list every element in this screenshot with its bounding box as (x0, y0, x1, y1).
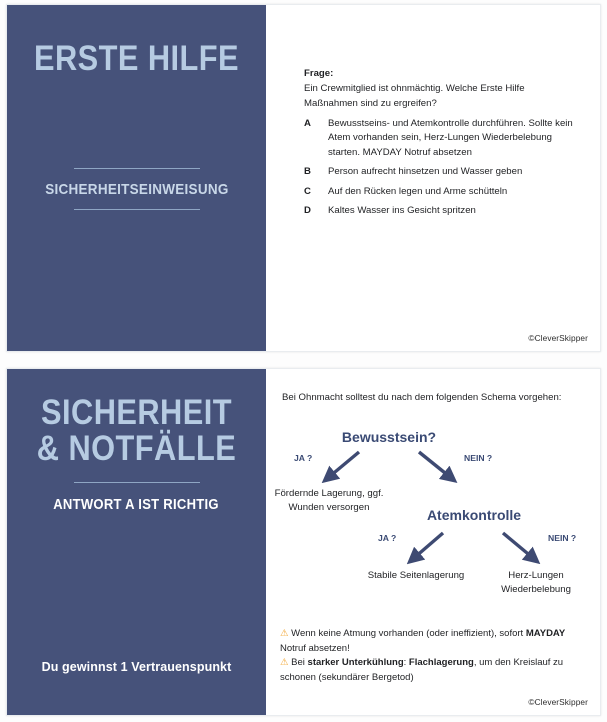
explanation-intro: Bei Ohnmacht solltest du nach dem folgenden Schema vorgehen: (282, 392, 562, 403)
arrow-consciousness-no (419, 452, 450, 477)
title-divider-top (74, 168, 200, 169)
warning-note-1-bold: MAYDAY (525, 628, 566, 639)
answer-card-copyright: ©CleverSkipper (528, 697, 588, 707)
question-card-copyright: ©CleverSkipper (528, 333, 588, 343)
arrow-breathing-yes (414, 533, 443, 558)
question-text: Ein Crewmitglied ist ohnmächtig. Welche Erste Hilfe Maßnahmen sind zu ergreifen? (304, 83, 525, 109)
warning-notes (280, 627, 580, 686)
warning-note-2-part1: Bei (288, 657, 308, 669)
leaf-recovery-position: Stabile Seitenlagerung (367, 570, 465, 581)
leaf-cpr: Herz-Lungen Wiederbelebung (501, 570, 571, 596)
answer-title-divider (74, 482, 200, 483)
title-divider-bottom (74, 209, 200, 210)
answer-text-b: Person aufrecht hinsetzen und Wasser geben (328, 166, 523, 178)
answer-card-title: SICHERHEIT & NOTFÄLLE (36, 393, 237, 468)
warning-note-2-part2: : (403, 657, 409, 669)
arrow-breathing-no (503, 533, 533, 558)
question-card-left-panel (7, 5, 266, 351)
question-card-subtitle: SICHERHEITSEINWEISUNG (44, 180, 229, 198)
first-aid-flowchart (266, 423, 596, 613)
answer-option-c[interactable] (304, 185, 574, 200)
answer-key-d: D (304, 205, 311, 217)
answer-options-list (304, 117, 574, 219)
correct-answer-banner: ANTWORT A IST RICHTIG (53, 497, 220, 514)
warning-triangle-icon-2: ⚠ (280, 657, 289, 669)
leaf-positioning: Fördernde Lagerung, ggf. Wunden versorgen (274, 488, 384, 514)
answer-key-a: A (304, 117, 311, 129)
answer-text-c: Auf den Rücken legen und Arme schütteln (328, 185, 508, 197)
question-block (304, 67, 574, 224)
arrow-consciousness-yes (329, 452, 359, 477)
question-label: Frage: (304, 68, 334, 79)
question-card-right-panel (266, 5, 600, 351)
warning-triangle-icon: ⚠ (280, 628, 289, 639)
answer-card-right-panel (266, 369, 600, 715)
warning-note-1-part1: Wenn keine Atmung vorhanden (oder ineffizient), sofort (288, 628, 526, 639)
answer-option-d[interactable] (304, 204, 574, 219)
question-card-title: ERSTE HILFE (33, 39, 240, 78)
edge-label-consciousness-yes: JA ? (294, 453, 313, 463)
edge-label-consciousness-no: NEIN ? (464, 453, 493, 463)
warning-note-2-bold1: starker Unterkühlung (307, 657, 404, 669)
edge-label-breathing-yes: JA ? (378, 533, 397, 543)
edge-label-breathing-no: NEIN ? (548, 533, 577, 543)
warning-note-2-part3: , um den Kreislauf zu schonen (sekundärer Bergetod) (280, 657, 564, 684)
answer-option-b[interactable] (304, 165, 574, 180)
answer-text-a: Bewusstseins- und Atemkontrolle durchführen. Sollte kein Atem vorhanden sein, Herz-Lungen Wiederbelebung starten. MAYDAY Notruf absetzen (328, 117, 573, 158)
reward-text: Du gewinnst 1 Vertrauenspunkt (41, 660, 232, 674)
warning-note-2 (280, 656, 580, 685)
answer-key-b: B (304, 166, 311, 178)
node-consciousness: Bewusstsein? (341, 429, 437, 445)
warning-note-1 (280, 627, 580, 656)
question-card (6, 4, 601, 352)
node-breathing: Atemkontrolle (426, 507, 522, 523)
answer-card-left-panel (7, 369, 266, 715)
answer-key-c: C (304, 185, 311, 197)
answer-text-d: Kaltes Wasser ins Gesicht spritzen (328, 205, 476, 217)
warning-note-2-bold2: Flachlagerung (408, 657, 474, 669)
answer-option-a[interactable] (304, 117, 574, 161)
answer-card (6, 368, 601, 716)
warning-note-1-part2: Notruf absetzen! (280, 642, 350, 654)
